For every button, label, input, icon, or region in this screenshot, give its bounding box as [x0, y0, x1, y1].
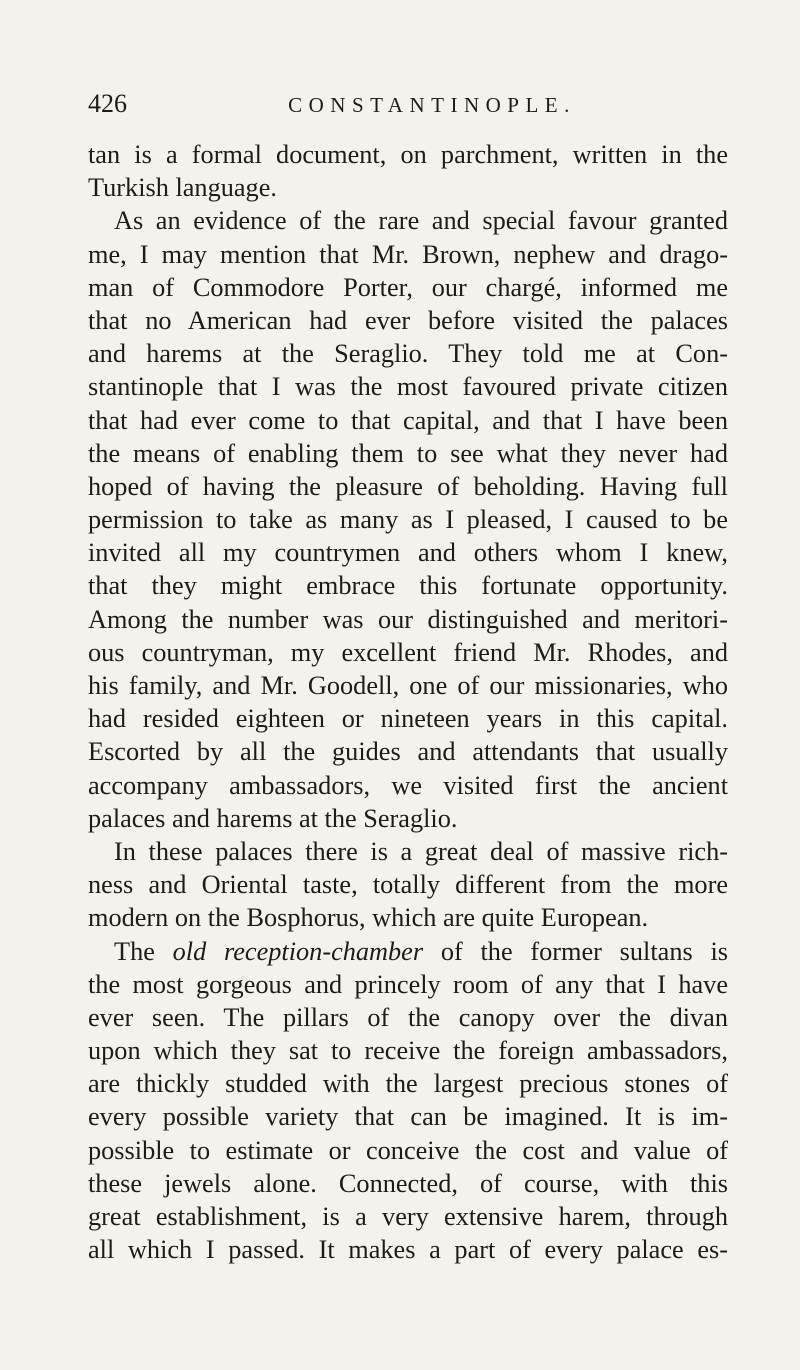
text-line: man of Commodore Porter, our chargé, informed me — [88, 272, 728, 302]
text-line: and harems at the Seraglio. They told me at Con- — [88, 339, 728, 369]
text-line: the means of enabling them to see what they never had — [88, 438, 728, 468]
text-run: The — [114, 936, 155, 966]
text-line: ous countryman, my excellent friend Mr. Rhodes, and — [88, 637, 728, 667]
text-line: invited all my countrymen and others whom I knew, — [88, 538, 728, 568]
text-line: ness and Oriental taste, totally different from the more — [88, 870, 728, 900]
text-line: stantinople that I was the most favoured private citizen — [88, 372, 728, 402]
text-line: great establishment, is a very extensive harem, through — [88, 1202, 728, 1231]
text-line: are thickly studded with the largest precious stones of — [88, 1069, 728, 1099]
text-line: had resided eighteen or nineteen years in this capital. — [88, 704, 728, 734]
text-line: As an evidence of the rare and special favour granted — [114, 206, 728, 236]
text-line: Turkish language. — [88, 173, 277, 203]
text-line: all which I passed. It makes a part of every palace es- — [88, 1235, 728, 1265]
text-line: Escorted by all the guides and attendants that usually — [88, 737, 728, 767]
running-head: CONSTANTINOPLE. — [288, 93, 576, 117]
page-header — [88, 88, 728, 128]
text-line: these jewels alone. Connected, of course, with this — [88, 1168, 728, 1198]
text-run: of the former sultans is — [440, 936, 728, 966]
page-number: 426 — [88, 89, 127, 118]
text-line: that no American had ever before visited the palaces — [88, 305, 728, 335]
text-line-with-italic — [88, 935, 728, 968]
text-line: tan is a formal document, on parchment, written in the — [88, 140, 728, 169]
text-line: that had ever come to that capital, and that I have been — [88, 405, 728, 435]
text-line: In these palaces there is a great deal of massive rich- — [114, 836, 728, 866]
text-line: modern on the Bosphorus, which are quite European. — [88, 903, 649, 933]
italic-phrase: old reception-chamber — [172, 936, 424, 966]
body-text — [88, 138, 728, 1266]
text-line: permission to take as many as I pleased, I caused to be — [88, 505, 728, 535]
text-line: possible to estimate or conceive the cost and value of — [88, 1135, 728, 1165]
text-line: that they might embrace this fortunate opportunity. — [88, 571, 728, 601]
text-line: palaces and harems at the Seraglio. — [88, 803, 458, 833]
text-line: every possible variety that can be imagined. It is im- — [88, 1102, 728, 1132]
text-line: hoped of having the pleasure of beholding. Having full — [88, 471, 728, 501]
text-line: me, I may mention that Mr. Brown, nephew and drago- — [88, 239, 728, 269]
text-line: his family, and Mr. Goodell, one of our missionaries, who — [88, 671, 728, 700]
text-line: upon which they sat to receive the foreign ambassadors, — [88, 1036, 728, 1066]
text-line: accompany ambassadors, we visited first the ancient — [88, 770, 728, 800]
text-line: the most gorgeous and princely room of any that I have — [88, 969, 728, 999]
text-line: Among the number was our distinguished and meritori- — [88, 604, 728, 634]
text-line: ever seen. The pillars of the canopy over the divan — [88, 1002, 728, 1032]
